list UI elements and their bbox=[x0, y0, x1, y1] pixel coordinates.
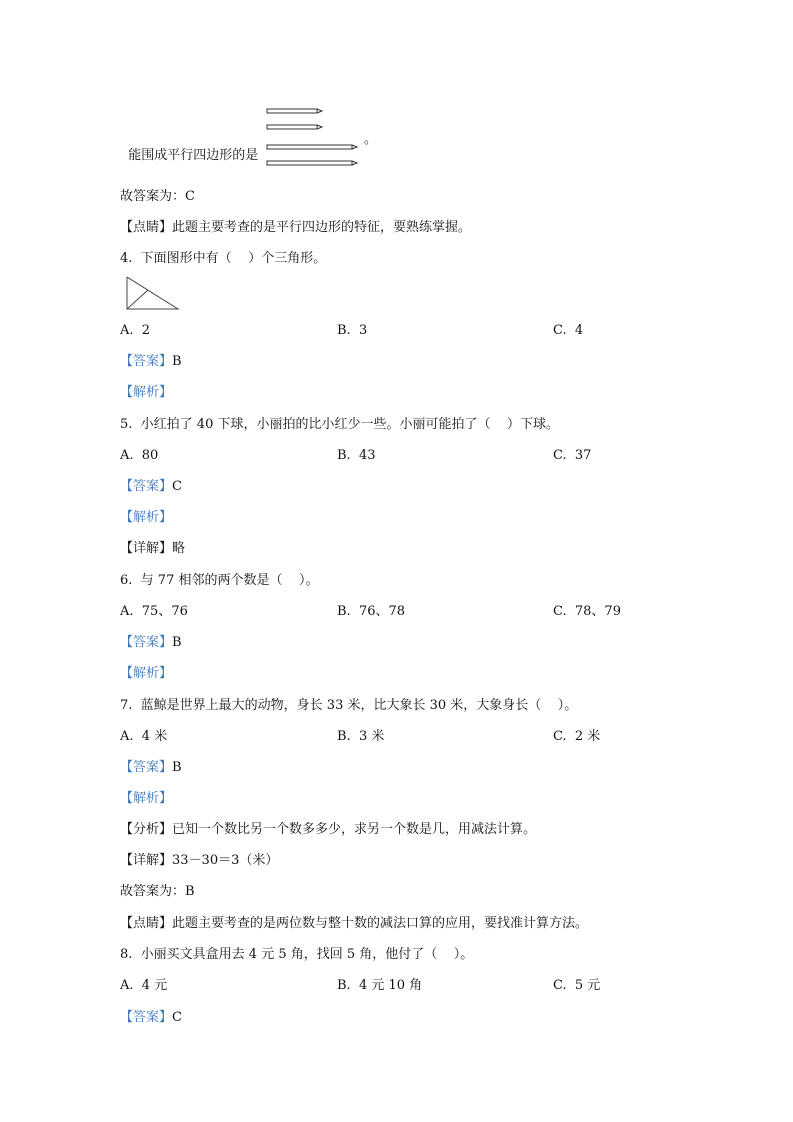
q5-option-c: C. 37 bbox=[553, 448, 592, 463]
q5-option-a: A. 80 bbox=[120, 448, 159, 463]
stick-3 bbox=[267, 145, 357, 149]
q7-fenxi bbox=[120, 822, 536, 838]
stick-1 bbox=[267, 109, 322, 113]
q4-option-c: C. 4 bbox=[553, 323, 584, 338]
intro-suffix: 。 bbox=[364, 132, 378, 147]
stick-2 bbox=[267, 125, 322, 129]
intro-line bbox=[120, 132, 258, 164]
fenxi-tag: 【分析】 bbox=[120, 822, 173, 837]
q8-option-c: C. 5 元 bbox=[553, 978, 601, 993]
q4-stem: 4. 下面图形中有（ ）个三角形。 bbox=[120, 251, 327, 266]
answer-value: B bbox=[172, 635, 182, 650]
q6-option-c: C. 78、79 bbox=[553, 604, 621, 619]
note-text: 此题主要考查的是平行四边形的特征，要熟练掌握。 bbox=[172, 220, 472, 235]
detail-tag: 【详解】 bbox=[120, 541, 173, 556]
note-tag: 【点睛】 bbox=[120, 220, 173, 235]
q5-detail bbox=[120, 541, 185, 557]
detail-text: 33－30＝3（米） bbox=[172, 853, 279, 868]
q4-answer bbox=[120, 354, 182, 370]
q6-stem: 6. 与 77 相邻的两个数是（ ）。 bbox=[120, 573, 319, 588]
q7-option-b: B. 3 米 bbox=[337, 729, 385, 744]
q5-option-b: B. 43 bbox=[337, 448, 376, 463]
intro-text: 能围成平行四边形的是 bbox=[128, 148, 259, 163]
q8-stem: 8. 小丽买文具盒用去 4 元 5 角，找回 5 角，他付了（ ）。 bbox=[120, 947, 474, 962]
q7-analysis-tag: 【解析】 bbox=[120, 791, 173, 806]
triangle-figure bbox=[124, 275, 180, 311]
stick-4 bbox=[267, 161, 357, 165]
note-tag: 【点睛】 bbox=[120, 916, 173, 931]
q4-analysis-tag: 【解析】 bbox=[120, 385, 173, 400]
answer-value: B bbox=[172, 760, 182, 775]
answer-tag: 【答案】 bbox=[120, 760, 173, 775]
q3-note bbox=[120, 220, 471, 236]
q6-analysis-tag: 【解析】 bbox=[120, 666, 173, 681]
q3-answer-line: 故答案为：C bbox=[120, 189, 195, 204]
sticks-figure bbox=[264, 105, 364, 175]
q7-option-a: A. 4 米 bbox=[120, 729, 168, 744]
q5-answer bbox=[120, 479, 182, 495]
answer-value: B bbox=[172, 354, 182, 369]
q7-answer bbox=[120, 760, 182, 776]
q4-option-a: A. 2 bbox=[120, 323, 151, 338]
q7-detail bbox=[120, 853, 278, 869]
q7-answer-line: 故答案为：B bbox=[120, 884, 195, 899]
answer-value: C bbox=[172, 1010, 182, 1025]
q8-option-a: A. 4 元 bbox=[120, 978, 168, 993]
q6-option-b: B. 76、78 bbox=[337, 604, 406, 619]
note-text: 此题主要考查的是两位数与整十数的减法口算的应用，要找准计算方法。 bbox=[172, 916, 589, 931]
q7-stem: 7. 蓝鲸是世界上最大的动物，身长 33 米，比大象长 30 米，大象身长（ ）。 bbox=[120, 698, 578, 713]
q5-analysis-tag: 【解析】 bbox=[120, 510, 173, 525]
q7-option-c: C. 2 米 bbox=[553, 729, 601, 744]
q8-option-b: B. 4 元 10 角 bbox=[337, 978, 423, 993]
q5-stem: 5. 小红拍了 40 下球，小丽拍的比小红少一些。小丽可能拍了（ ）下球。 bbox=[120, 417, 560, 432]
fenxi-text: 已知一个数比另一个数多多少，求另一个数是几，用减法计算。 bbox=[172, 822, 537, 837]
q8-answer bbox=[120, 1010, 182, 1026]
q7-note bbox=[120, 916, 588, 932]
answer-tag: 【答案】 bbox=[120, 354, 173, 369]
q4-option-b: B. 3 bbox=[337, 323, 368, 338]
detail-tag: 【详解】 bbox=[120, 853, 173, 868]
detail-text: 略 bbox=[172, 541, 186, 556]
q6-option-a: A. 75、76 bbox=[120, 604, 188, 619]
answer-value: C bbox=[172, 479, 182, 494]
answer-tag: 【答案】 bbox=[120, 479, 173, 494]
answer-tag: 【答案】 bbox=[120, 1010, 173, 1025]
q6-answer bbox=[120, 635, 182, 651]
answer-tag: 【答案】 bbox=[120, 635, 173, 650]
